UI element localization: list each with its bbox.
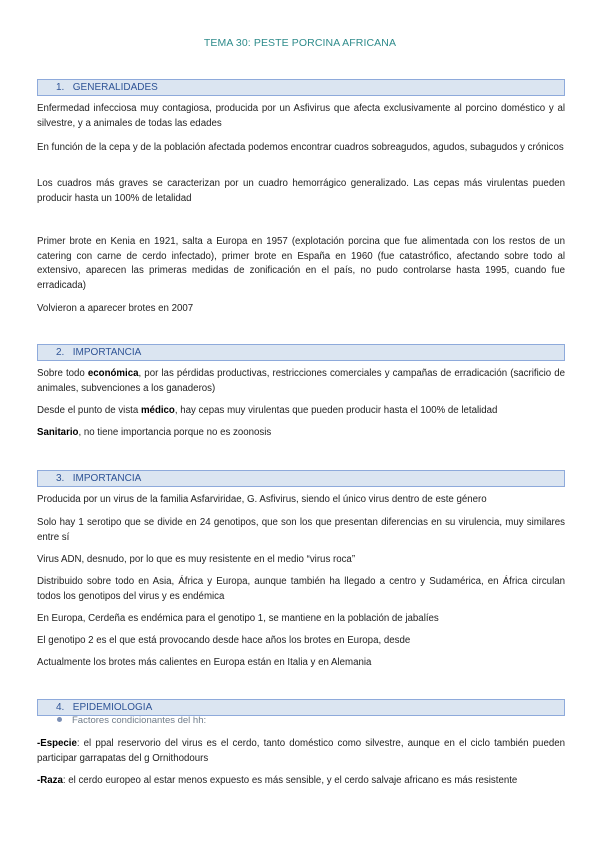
paragraph <box>37 426 565 441</box>
paragraph: Distribuido sobre todo en Asia, África y Europa, aunque también ha llegado a centro y Sudamérica, en África circulan todos los genotipos del virus y es endémica <box>37 576 565 602</box>
bullet-item <box>57 715 206 726</box>
section-heading-importancia-2 <box>37 470 565 487</box>
paragraph <box>37 367 565 396</box>
paragraph: Virus ADN, desnudo, por lo que es muy resistente en el medio “virus roca” <box>37 554 356 565</box>
bold-term: -Raza <box>37 775 63 786</box>
section-heading-text: EPIDEMIOLOGIA <box>72 702 153 713</box>
section-heading-text: IMPORTANCIA <box>72 347 142 358</box>
section-heading-importancia <box>37 344 565 361</box>
bold-term: económica <box>87 368 139 379</box>
section-heading-epidemiologia <box>37 699 565 716</box>
text-run: , hay cepas muy virulentas que pueden producir hasta el 100% de letalidad <box>174 405 498 416</box>
paragraph: Actualmente los brotes más calientes en Europa están en Italia y en Alemania <box>37 657 372 668</box>
paragraph <box>37 737 565 766</box>
section-heading-generalidades <box>37 79 565 96</box>
paragraph: Primer brote en Kenia en 1921, salta a Europa en 1957 (explotación porcina que fue alimentada con los restos de un catering con carne de cerdo infectado), primer brote en España en 1960 (fue catastrófico, afectando sobre todo al extensivo, aparecen las primeras medidas de zonificación en el país, no pudo controlarse hasta 1995, cuando fue erradicada) <box>37 236 565 291</box>
bold-term: médico <box>140 405 175 416</box>
paragraph: Enfermedad infecciosa muy contagiosa, producida por un Asfivirus que afecta exclusivamente al porcino doméstico y al silvestre, y a animales de todas las edades <box>37 103 565 129</box>
bullet-icon <box>57 717 62 722</box>
paragraph <box>37 774 565 789</box>
bold-term: -Especie <box>37 738 77 749</box>
paragraph: Los cuadros más graves se caracterizan por un cuadro hemorrágico generalizado. Las cepas más virulentas pueden producir hasta un 100% de letalidad <box>37 178 565 204</box>
text-run: , por las pérdidas productivas, restricciones comerciales y campañas de erradicación (sacrificio de animales, subvenciones a los ganaderos) <box>37 368 565 394</box>
text-run: Sobre todo <box>37 368 88 379</box>
paragraph: En función de la cepa y de la población afectada podemos encontrar cuadros sobreagudos, agudos, subagudos y crónicos <box>37 142 564 153</box>
section-heading-text: IMPORTANCIA <box>72 473 142 484</box>
section-number: 3. <box>56 473 65 484</box>
paragraph <box>37 404 565 419</box>
paragraph: El genotipo 2 es el que está provocando desde hace años los brotes en Europa, desde <box>37 635 411 646</box>
paragraph: En Europa, Cerdeña es endémica para el genotipo 1, se mantiene en la población de jabalíes <box>37 613 439 624</box>
text-run: , no tiene importancia porque no es zoonosis <box>78 427 272 438</box>
text-run: : el ppal reservorio del virus es el cerdo, tanto doméstico como silvestre, aunque en el ciclo también pueden participar garrapatas del g Ornithodours <box>37 738 565 764</box>
bold-term: Sanitario <box>37 427 79 438</box>
paragraph: Solo hay 1 serotipo que se divide en 24 genotipos, que son los que presentan diferencias en su virulencia, muy similares entre sí <box>37 517 565 543</box>
text-run: Desde el punto de vista <box>37 405 141 416</box>
section-heading-text: GENERALIDADES <box>72 82 158 93</box>
bullet-text: Factores condicionantes del hh: <box>72 715 207 726</box>
section-number: 1. <box>56 82 65 93</box>
section-number: 4. <box>56 702 65 713</box>
page-title: TEMA 30: PESTE PORCINA AFRICANA <box>203 37 397 49</box>
paragraph: Producida por un virus de la familia Asfarviridae, G. Asfivirus, siendo el único virus dentro de este género <box>37 494 487 505</box>
section-number: 2. <box>56 347 65 358</box>
paragraph: Volvieron a aparecer brotes en 2007 <box>37 303 194 314</box>
text-run: : el cerdo europeo al estar menos expuesto es más sensible, y el cerdo salvaje africano es más resistente <box>62 775 518 786</box>
